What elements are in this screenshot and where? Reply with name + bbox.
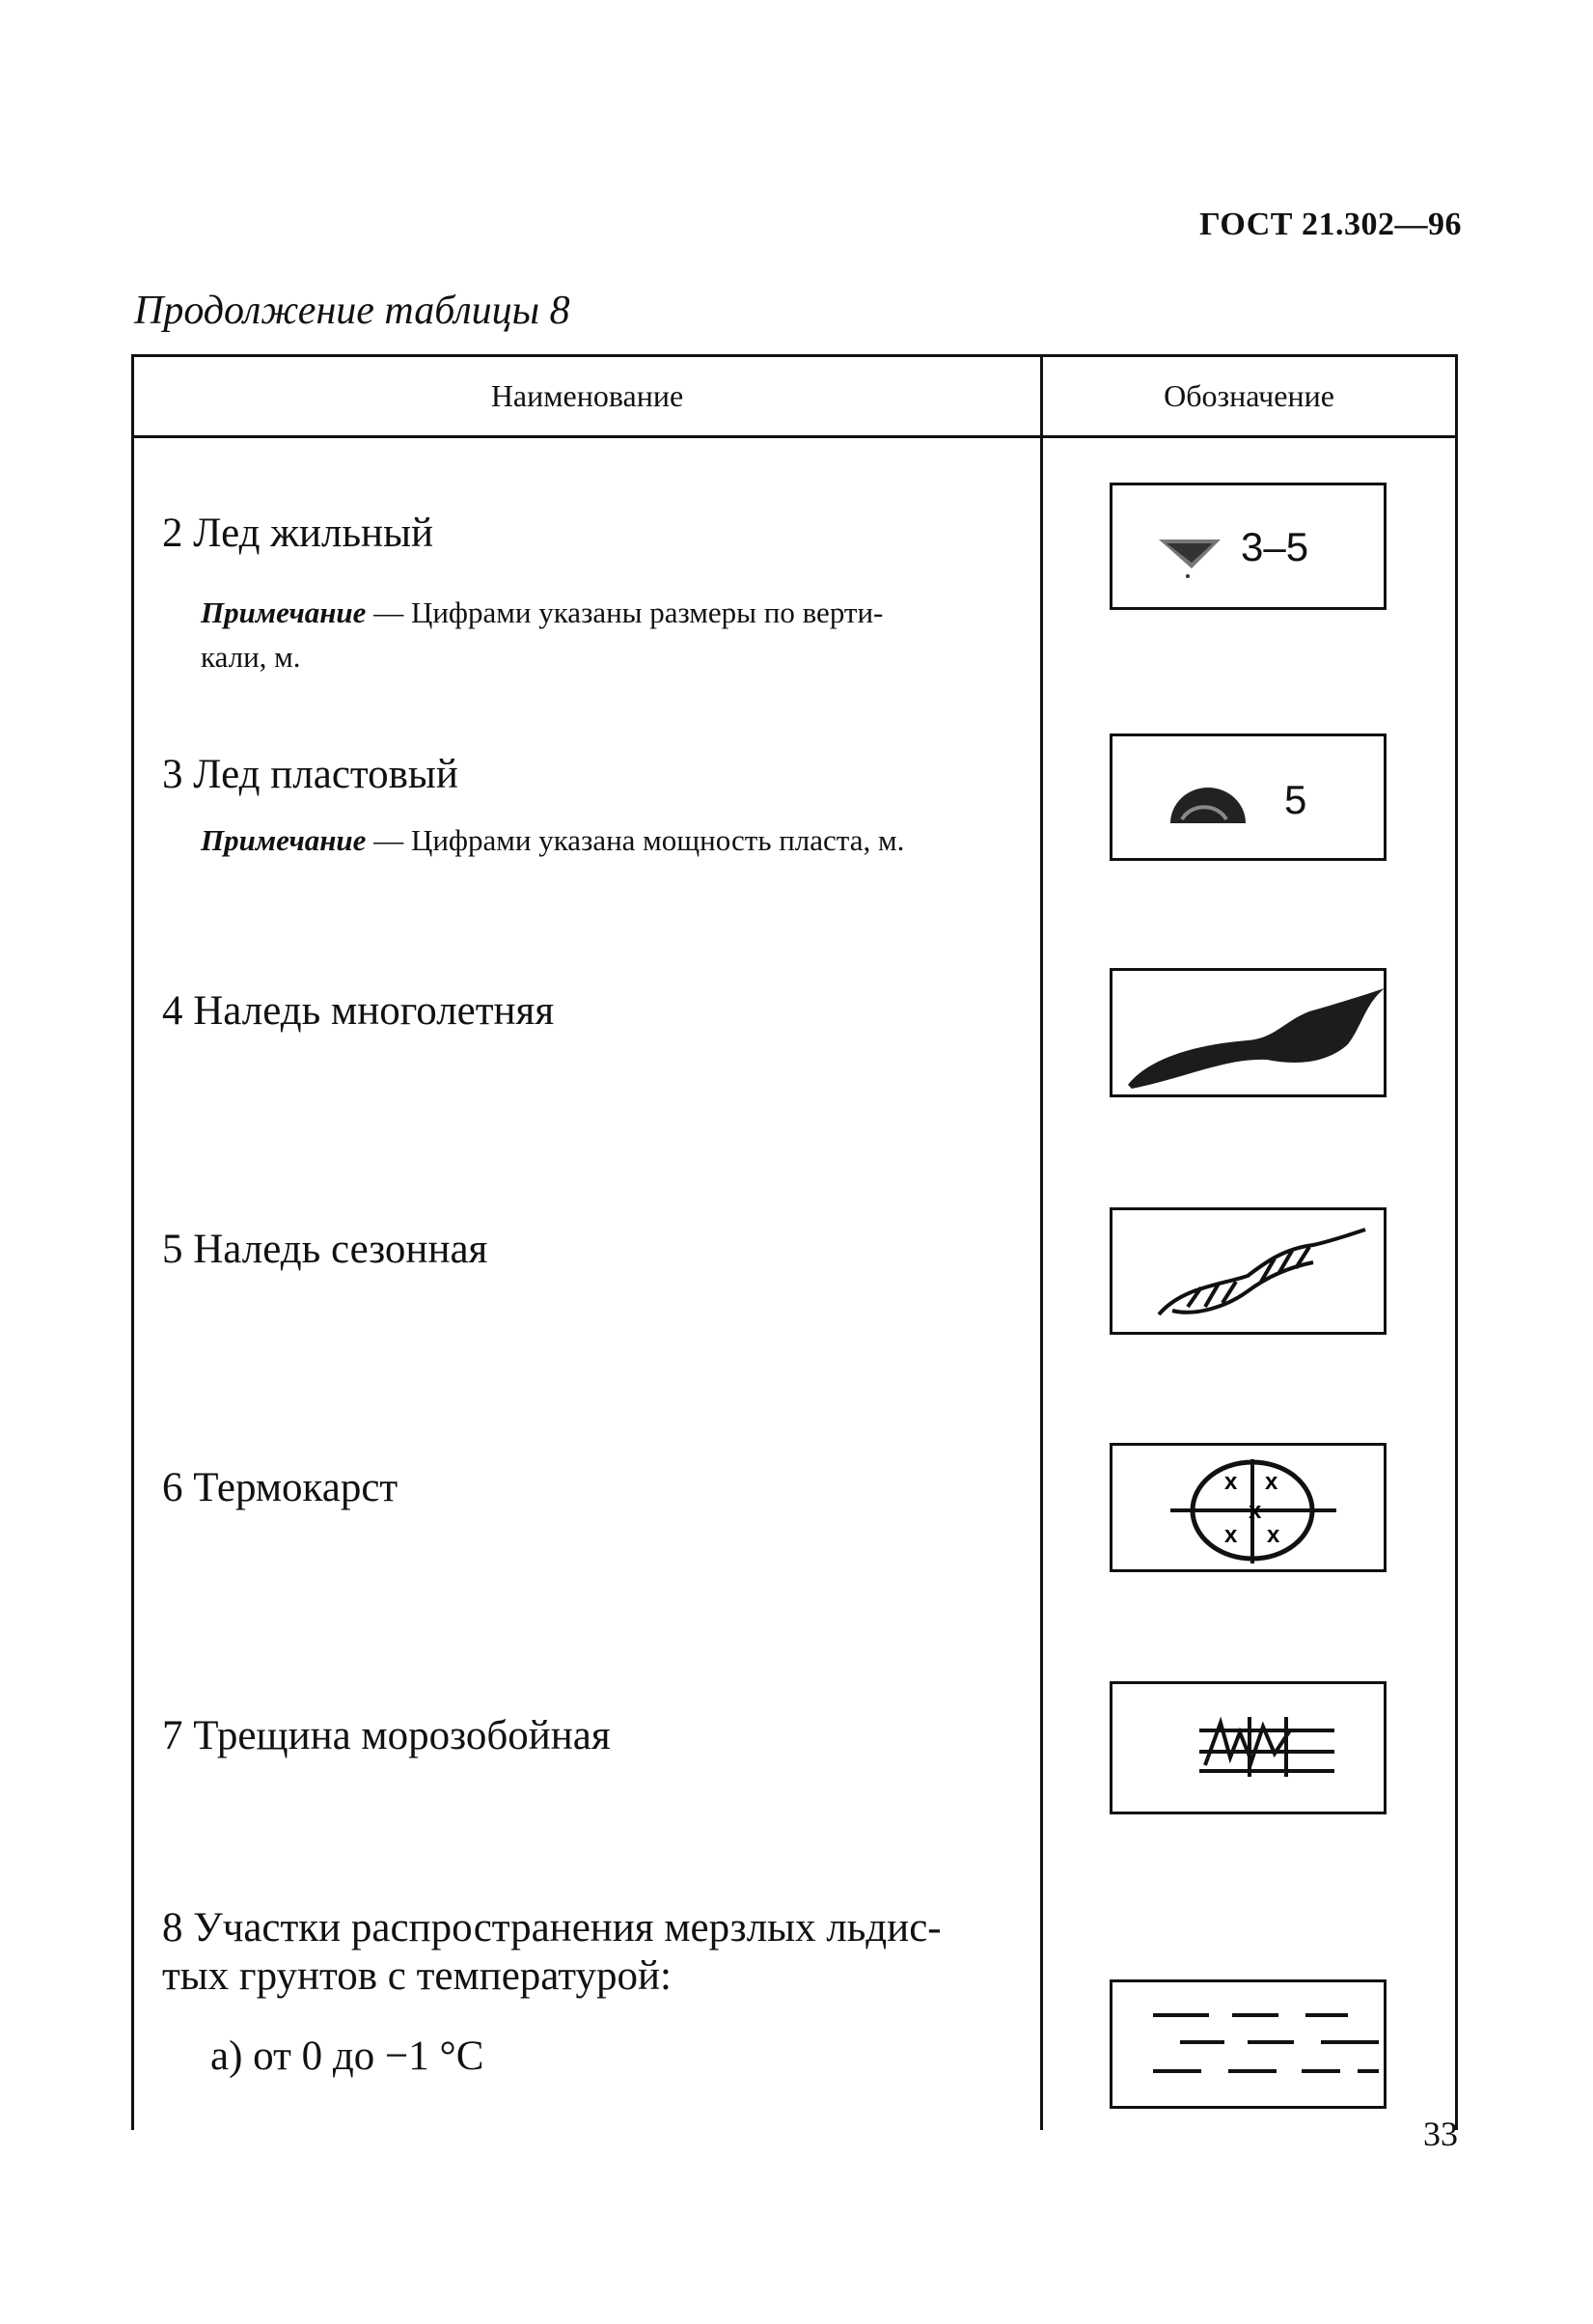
table-column-divider — [1040, 354, 1043, 2130]
column-header-name: Наименование — [490, 378, 684, 413]
table-header-divider — [131, 435, 1458, 438]
dashed-lines-symbol — [1110, 1979, 1387, 2109]
svg-text:x: x — [1224, 1469, 1238, 1495]
row-title-continued: тых грунтов с температурой: — [162, 1953, 672, 1999]
row-title: 5 Наледь сезонная — [162, 1227, 488, 1272]
svg-text:x: x — [1265, 1469, 1278, 1495]
svg-text:x: x — [1249, 1498, 1262, 1524]
standard-code: ГОСТ 21.302—96 — [1199, 207, 1462, 242]
note-label: Примечание — [201, 595, 367, 629]
table-right-border — [1455, 354, 1458, 2130]
svg-text:x: x — [1224, 1522, 1238, 1548]
perennial-icing-icon — [1112, 971, 1389, 1100]
row-title: 4 Наледь многолетняя — [162, 988, 555, 1034]
svg-text:x: x — [1267, 1522, 1280, 1548]
thermokarst-symbol — [1110, 1443, 1387, 1572]
row-note — [201, 591, 883, 635]
seasonal-icing-symbol — [1110, 1207, 1387, 1335]
row-title: 6 Термокарст — [162, 1465, 398, 1510]
dashed-lines-icon — [1112, 1982, 1389, 2112]
row-title: 8 Участки распространения мерзлых льдис- — [162, 1905, 942, 1950]
row-note-continued: кали, м. — [201, 640, 301, 674]
note-text: — Цифрами указана мощность пласта, м. — [373, 823, 905, 857]
thermokarst-icon — [1112, 1446, 1389, 1575]
column-header-symbol: Обозначение — [1164, 378, 1334, 413]
note-text: — Цифрами указаны размеры по верти- — [373, 595, 884, 629]
perennial-icing-symbol — [1110, 968, 1387, 1097]
table-continuation-caption: Продолжение таблицы 8 — [134, 289, 570, 333]
row-subitem-a: а) от 0 до −1 °С — [210, 2034, 484, 2079]
row-title: 3 Лед пластовый — [162, 752, 458, 797]
page-number: 33 — [1423, 2115, 1458, 2153]
row-title: 2 Лед жильный — [162, 511, 433, 556]
bedded-ice-thickness-label: 5 — [1284, 777, 1307, 822]
seasonal-icing-icon — [1112, 1210, 1389, 1338]
bedded-ice-icon — [1112, 736, 1389, 864]
table-left-border — [131, 354, 134, 2130]
table-top-border — [131, 354, 1458, 357]
vein-ice-symbol — [1110, 483, 1387, 610]
bedded-ice-symbol — [1110, 733, 1387, 861]
frost-crack-symbol — [1110, 1681, 1387, 1814]
row-note — [201, 818, 904, 863]
row-title: 7 Трещина морозобойная — [162, 1713, 611, 1758]
frost-crack-icon — [1112, 1684, 1389, 1817]
note-label: Примечание — [201, 823, 367, 857]
vein-ice-size-label: 3–5 — [1241, 524, 1309, 569]
